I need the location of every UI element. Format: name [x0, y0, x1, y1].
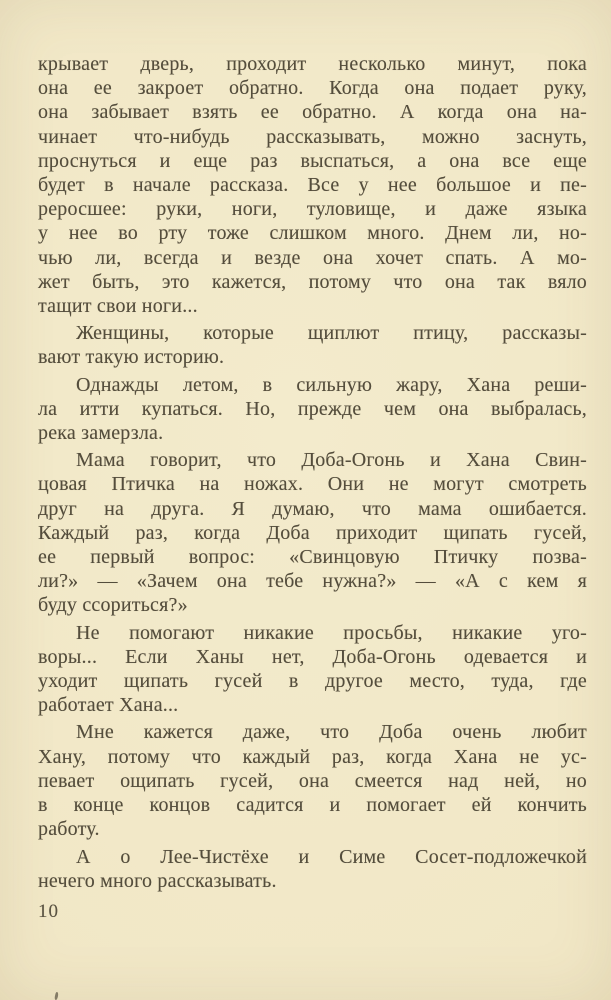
text-line: река замерзла. [38, 422, 164, 445]
text-line: она ее закроет обратно. Когда она подает руку, [38, 77, 587, 100]
text-line: певает ощипать гусей, она смеется над ней, но [38, 769, 587, 792]
text-line: у нее во рту тоже слишком много. Днем ли, но- [38, 222, 587, 245]
text-line: ее первый вопрос: «Свинцовую Птичку позва- [38, 546, 587, 569]
text-line: реросшее: руки, ноги, туловище, и даже языка [38, 198, 587, 221]
text-line: работу. [38, 818, 100, 841]
text-line: цовая Птичка на ножах. Они не могут смотреть [38, 473, 587, 496]
text-line: Мне кажется даже, что Доба очень любит [76, 721, 587, 744]
text-line: уходит щипать гусей в другое место, туда, где [38, 670, 587, 693]
text-line: работает Хана... [38, 694, 179, 717]
text-line: жет быть, это кажется, потому что она так вяло [38, 270, 587, 293]
paragraph [38, 321, 587, 369]
paragraph [38, 621, 587, 718]
text-line: чинает что-нибудь рассказывать, можно заснуть, [38, 125, 587, 148]
text-line: Мама говорит, что Доба-Огонь и Хана Свин- [76, 449, 587, 472]
text-line: она забывает взять ее обратно. А когда она на- [38, 101, 587, 124]
text-line: ли?» — «Зачем она тебе нужна?» — «А с кем я [38, 570, 587, 593]
text-line: Каждый раз, когда Доба приходит щипать гусей, [38, 521, 587, 544]
paragraph [38, 720, 587, 841]
text-line: проснуться и еще раз выспаться, а она все еще [38, 149, 587, 172]
text-line: в конце концов садится и помогает ей кончить [38, 794, 587, 817]
paragraph [38, 448, 587, 617]
text-line: вают такую историю. [38, 346, 225, 369]
scan-speck [54, 992, 59, 1000]
text-line: Не помогают никакие просьбы, никакие уго- [76, 621, 587, 644]
text-line: тащит свои ноги... [38, 295, 198, 318]
text-line: Женщины, которые щиплют птицу, рассказы- [76, 322, 587, 345]
paragraph [38, 373, 587, 446]
text-line: А о Лее-Чистёхе и Симе Сосет-подложечкой [76, 845, 587, 868]
text-line: Однажды летом, в сильную жару, Хана реши- [76, 373, 587, 396]
paragraph [38, 845, 587, 893]
text-line: чью ли, всегда и везде она хочет спать. А мо- [38, 246, 587, 269]
text-line: крывает дверь, проходит несколько минут, пока [38, 53, 587, 75]
text-line: будет в начале рассказа. Все у нее большое и пе- [38, 174, 587, 197]
page-number: 10 [38, 901, 59, 922]
text-line: Хану, потому что каждый раз, когда Хана не ус- [38, 745, 587, 768]
text-line: друг на друга. Я думаю, что мама ошибается. [38, 497, 587, 520]
text-line: буду ссориться?» [38, 594, 188, 617]
text-block [38, 52, 587, 896]
text-line: нечего много рассказывать. [38, 869, 277, 892]
paragraph [38, 52, 587, 318]
text-line: воры... Если Ханы нет, Доба-Огонь одевается и [38, 645, 587, 668]
text-line: ла итти купаться. Но, прежде чем она выбралась, [38, 397, 587, 420]
